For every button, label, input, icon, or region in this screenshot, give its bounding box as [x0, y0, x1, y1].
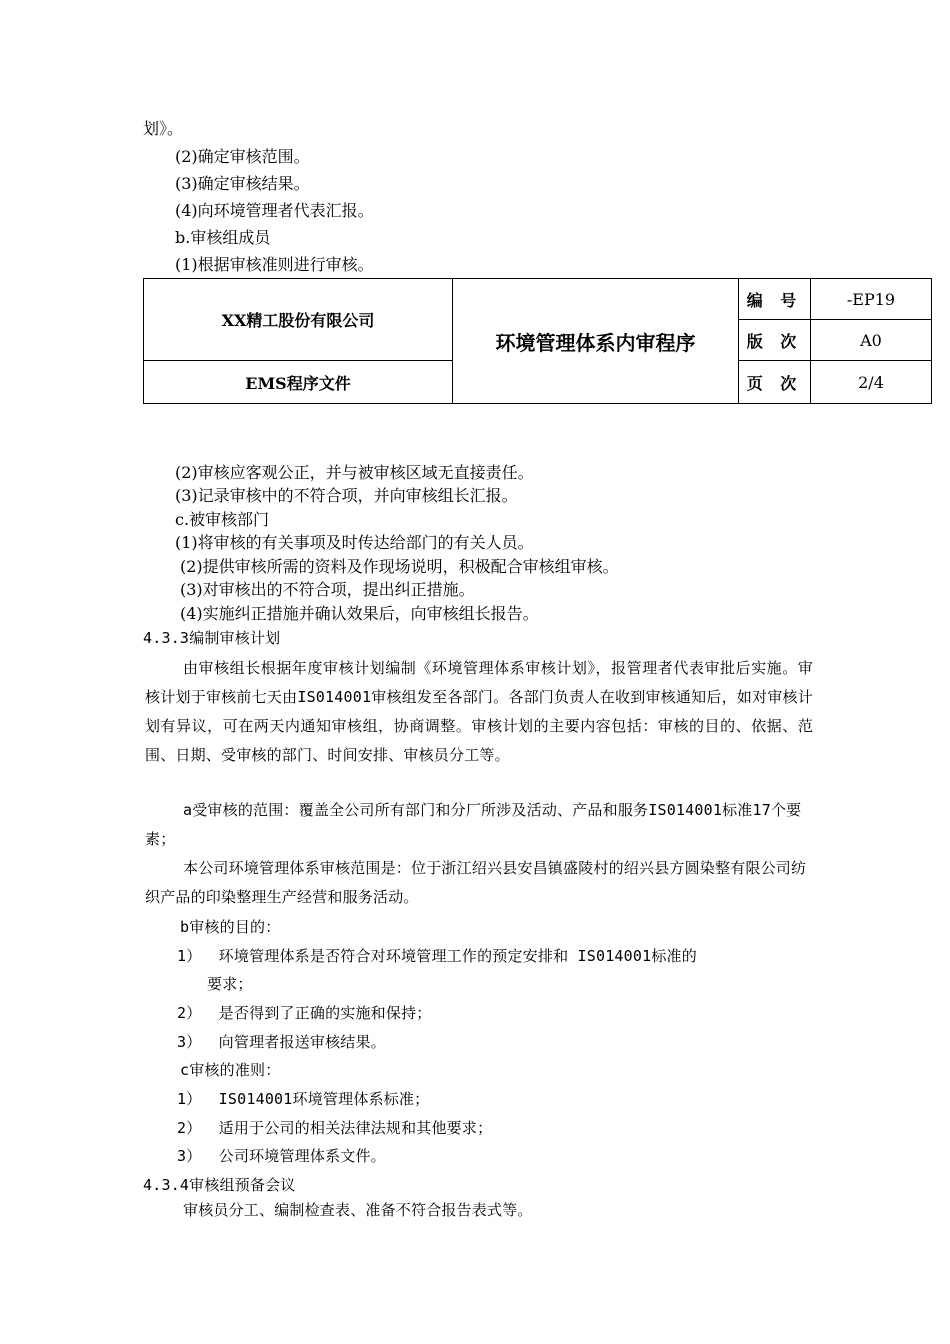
number-value: -EP19 — [811, 279, 932, 320]
paragraph — [145, 796, 813, 854]
list-item — [177, 1117, 492, 1139]
text-line: (1)将审核的有关事项及时传达给部门的有关人员。 — [175, 533, 534, 552]
company-name: XX精工股份有限公司 — [144, 279, 453, 361]
list-text: 环境管理体系是否符合对环境管理工作的预定安排和 IS014001标准的 — [218, 947, 697, 965]
text-line: (3)确定审核结果。 — [175, 174, 310, 193]
list-number: 2） — [177, 1004, 202, 1022]
list-text: 公司环境管理体系文件。 — [218, 1147, 386, 1165]
list-number: 3） — [177, 1033, 202, 1051]
list-item — [177, 1031, 386, 1053]
list-item-continuation: 要求； — [207, 975, 253, 993]
version-label: 版 次 — [739, 320, 811, 361]
list-item — [177, 1088, 429, 1110]
text-line: (3)对审核出的不符合项，提出纠正措施。 — [180, 580, 475, 599]
list-text: IS014001环境管理体系标准； — [218, 1090, 430, 1108]
text-line: b.审核组成员 — [175, 228, 271, 247]
subheading: c审核的准则： — [180, 1061, 281, 1079]
number-label: 编 号 — [739, 279, 811, 320]
text-line: (2)审核应客观公正，并与被审核区域无直接责任。 — [175, 463, 534, 482]
text-line: (1)根据审核准则进行审核。 — [175, 255, 374, 274]
section-heading: 4.3.3编制审核计划 — [143, 629, 281, 647]
paragraph-text: 由审核组长根据年度审核计划编制《环境管理体系审核计划》，报管理者代表审批后实施。审核计划于审核前七天由IS014001审核组发至各部门。各部门负责人在收到审核通知后，如对审核计划有异议，可在两天内通知审核组，协商调整。审核计划的主要内容包括：审核的目的、依据、范围、日期、受审核的部门、时间安排、审核员分工等。 — [145, 659, 813, 764]
document-header-table — [143, 278, 932, 404]
list-item — [177, 945, 697, 967]
paragraph-text: 本公司环境管理体系审核范围是：位于浙江绍兴县安昌镇盛陵村的绍兴县方圆染整有限公司纺织产品的印染整理生产经营和服务活动。 — [145, 859, 807, 906]
text-line: (2)提供审核所需的资料及作现场说明，积极配合审核组审核。 — [180, 557, 619, 576]
list-item — [177, 1002, 431, 1024]
text-line: 划》。 — [143, 119, 184, 138]
list-text: 向管理者报送审核结果。 — [218, 1033, 386, 1051]
page-value: 2/4 — [811, 361, 932, 404]
paragraph-text: a受审核的范围：覆盖全公司所有部门和分厂所涉及活动、产品和服务IS014001标准17个要素； — [145, 801, 802, 848]
document-title: 环境管理体系内审程序 — [453, 279, 739, 404]
list-number: 1） — [177, 1090, 202, 1108]
subheading: b审核的目的： — [180, 918, 281, 936]
list-text: 适用于公司的相关法律法规和其他要求； — [218, 1119, 493, 1137]
text-line: c.被审核部门 — [175, 510, 270, 529]
document-type: EMS程序文件 — [144, 361, 453, 404]
version-value: A0 — [811, 320, 932, 361]
list-number: 3） — [177, 1147, 202, 1165]
text-line: (4)实施纠正措施并确认效果后，向审核组长报告。 — [180, 604, 539, 623]
list-number: 1） — [177, 947, 202, 965]
section-heading: 4.3.4审核组预备会议 — [143, 1176, 296, 1194]
paragraph — [145, 654, 813, 770]
text-line: (3)记录审核中的不符合项，并向审核组长汇报。 — [175, 486, 518, 505]
paragraph-text: 审核员分工、编制检查表、准备不符合报告表式等。 — [183, 1201, 533, 1219]
text-line: (2)确定审核范围。 — [175, 147, 310, 166]
list-number: 2） — [177, 1119, 202, 1137]
paragraph — [145, 854, 813, 912]
page-label: 页 次 — [739, 361, 811, 404]
text-line: (4)向环境管理者代表汇报。 — [175, 201, 374, 220]
list-text: 是否得到了正确的实施和保持； — [218, 1004, 432, 1022]
list-item — [177, 1145, 386, 1167]
